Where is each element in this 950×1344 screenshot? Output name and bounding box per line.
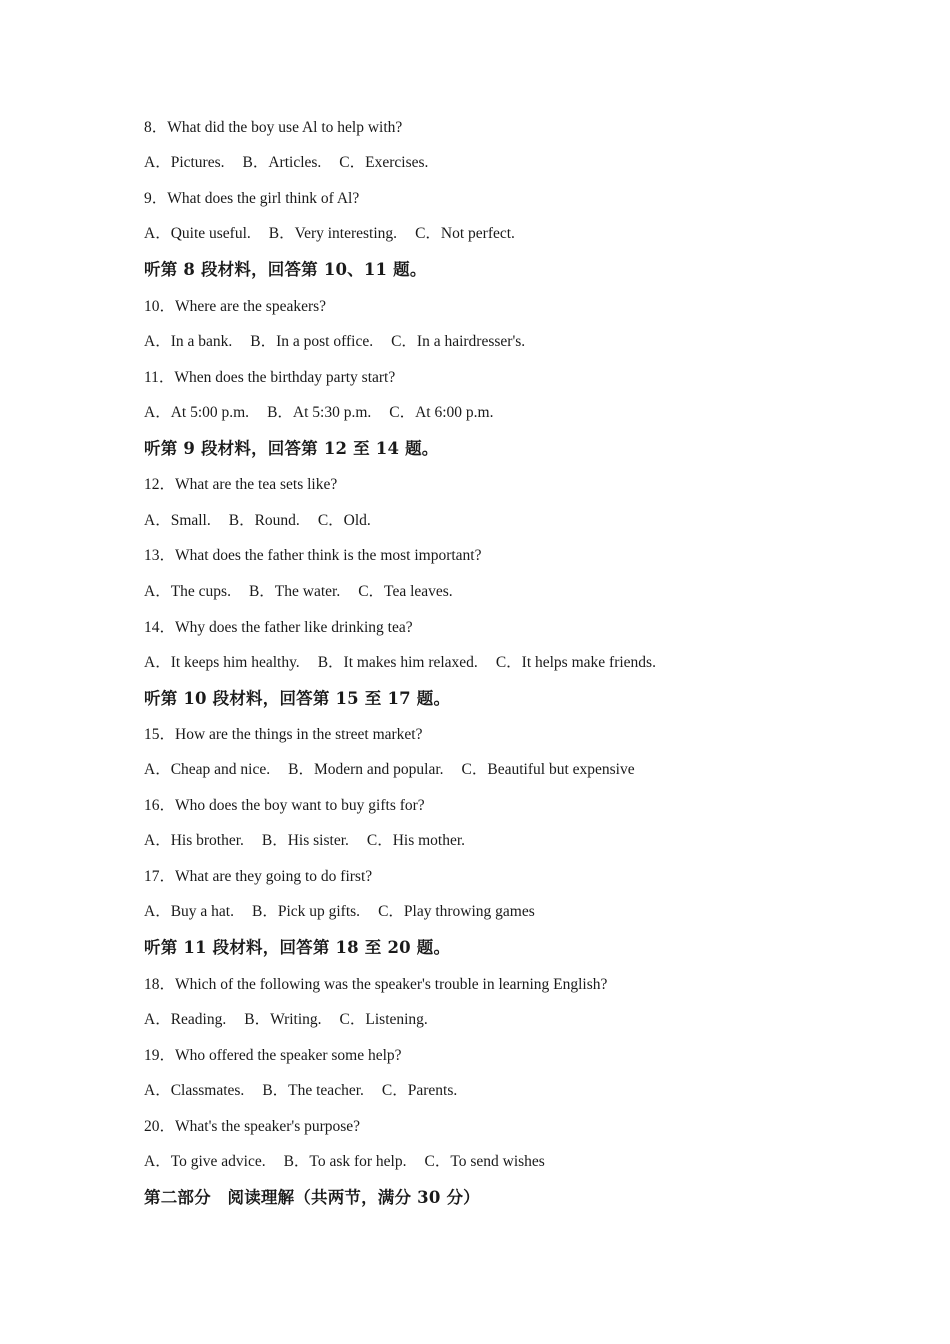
question-15: 15．How are the things in the street market? (144, 726, 423, 743)
question-18: 18．Which of the following was the speaker's trouble in learning English? (144, 976, 608, 993)
option-b: B．Very interesting. (268, 225, 398, 242)
option-a: A．At 5:00 p.m. (144, 404, 250, 421)
options-17 (144, 902, 553, 922)
part-two-heading: 第二部分 阅读理解（共两节，满分 30 分） (144, 1188, 480, 1207)
question-19: 19．Who offered the speaker some help? (144, 1047, 402, 1064)
options-15 (144, 760, 653, 780)
option-a: A．The cups. (144, 583, 231, 600)
option-c: C．Parents. (381, 1082, 458, 1099)
option-c: C．Listening. (339, 1011, 428, 1028)
section-heading-10: 听第 10 段材料，回答第 15 至 17 题。 (144, 689, 451, 708)
option-c: C．Beautiful but expensive (461, 761, 635, 778)
options-13 (144, 582, 471, 602)
section-heading-11: 听第 11 段材料，回答第 18 至 20 题。 (144, 938, 451, 957)
option-a: A．Reading. (144, 1011, 227, 1028)
option-b: B．Writing. (244, 1011, 322, 1028)
option-b: B．It makes him relaxed. (317, 654, 478, 671)
option-c: C．Tea leaves. (358, 583, 453, 600)
option-b: B．Modern and popular. (288, 761, 444, 778)
options-10 (144, 332, 543, 352)
option-c: C．Exercises. (339, 154, 429, 171)
option-a: A．Cheap and nice. (144, 761, 271, 778)
option-a: A．To give advice. (144, 1153, 266, 1170)
question-12: 12．What are the tea sets like? (144, 476, 338, 493)
option-c: C．His mother. (366, 832, 466, 849)
question-16: 16．Who does the boy want to buy gifts for? (144, 797, 425, 814)
option-c: C．It helps make friends. (495, 654, 656, 671)
option-a: A．His brother. (144, 832, 244, 849)
option-c: C．To send wishes (424, 1153, 545, 1170)
question-8: 8．What did the boy use Al to help with? (144, 119, 403, 136)
option-b: B．To ask for help. (283, 1153, 407, 1170)
option-c: C．Old. (317, 512, 371, 529)
option-a: A．Small. (144, 512, 211, 529)
option-a: A．Buy a hat. (144, 903, 234, 920)
section-heading-8: 听第 8 段材料，回答第 10、11 题。 (144, 260, 427, 279)
question-13: 13．What does the father think is the most important? (144, 547, 482, 564)
question-17: 17．What are they going to do first? (144, 868, 373, 885)
option-a: A．Pictures. (144, 154, 225, 171)
option-b: B．The water. (248, 583, 341, 600)
options-16 (144, 831, 483, 851)
options-20 (144, 1152, 563, 1172)
option-a: A．Quite useful. (144, 225, 251, 242)
option-a: A．Classmates. (144, 1082, 245, 1099)
option-b: B．The teacher. (262, 1082, 364, 1099)
option-c: C．Play throwing games (378, 903, 535, 920)
section-heading-9: 听第 9 段材料，回答第 12 至 14 题。 (144, 439, 439, 458)
options-8 (144, 153, 446, 173)
option-a: A．In a bank. (144, 333, 233, 350)
option-b: B．His sister. (261, 832, 349, 849)
options-18 (144, 1010, 446, 1030)
options-9 (144, 224, 533, 244)
options-12 (144, 511, 389, 531)
options-11 (144, 403, 511, 423)
question-20: 20．What's the speaker's purpose? (144, 1118, 361, 1135)
option-b: B．Pick up gifts. (251, 903, 361, 920)
option-c: C．Not perfect. (415, 225, 515, 242)
option-b: B．At 5:30 p.m. (267, 404, 372, 421)
question-10: 10．Where are the speakers? (144, 298, 327, 315)
option-a: A．It keeps him healthy. (144, 654, 300, 671)
options-14 (144, 653, 674, 673)
option-b: B．Round. (228, 512, 300, 529)
option-c: C．In a hairdresser's. (391, 333, 526, 350)
option-b: B．Articles. (242, 154, 322, 171)
question-9: 9．What does the girl think of Al? (144, 190, 360, 207)
question-11: 11．When does the birthday party start? (144, 369, 396, 386)
question-14: 14．Why does the father like drinking tea? (144, 619, 413, 636)
option-b: B．In a post office. (250, 333, 374, 350)
option-c: C．At 6:00 p.m. (389, 404, 494, 421)
options-19 (144, 1081, 475, 1101)
